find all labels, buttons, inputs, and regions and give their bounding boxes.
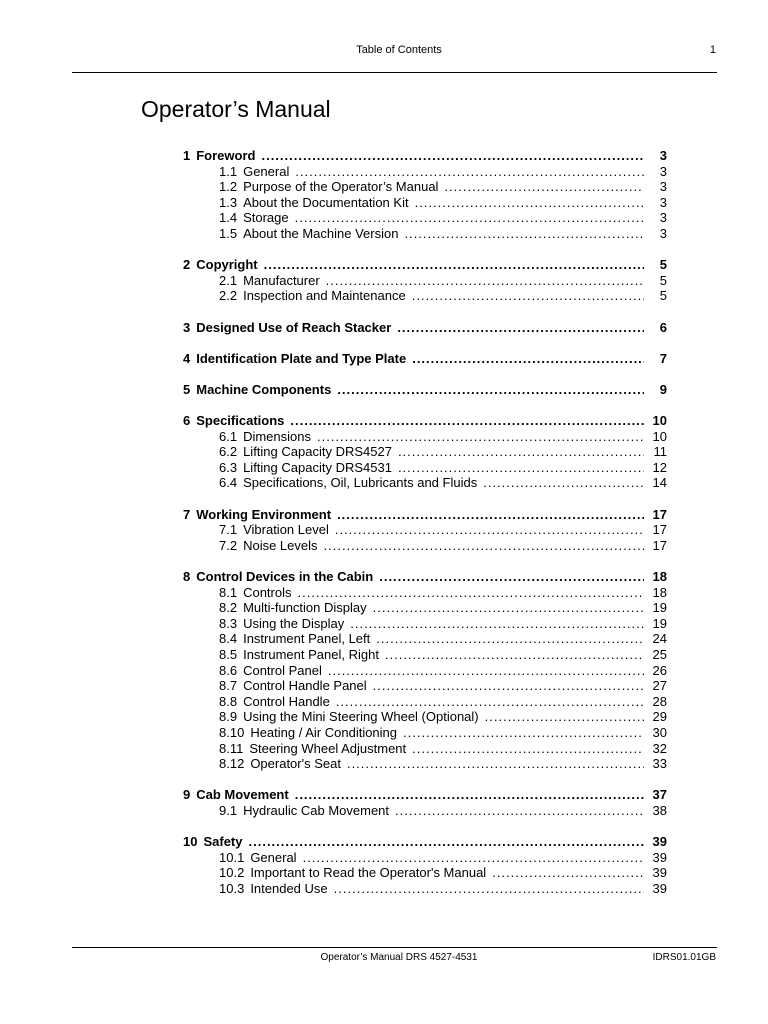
toc-entry-page: 3 — [659, 163, 667, 179]
toc-section-entry[interactable] — [183, 647, 667, 663]
toc-section-entry[interactable] — [183, 538, 667, 554]
toc-entry-title: Foreword — [196, 148, 256, 163]
toc-entry-number: 2.1 — [219, 272, 238, 288]
toc-entry-page: 3 — [659, 210, 667, 226]
toc-entry-title: Using the Mini Steering Wheel (Optional) — [243, 709, 479, 725]
toc-section-entry[interactable] — [183, 678, 667, 694]
table-of-contents — [183, 148, 667, 912]
toc-entry-title: Instrument Panel, Right — [243, 647, 379, 662]
toc-entry-number: 8.12 — [219, 756, 245, 772]
toc-entry-title: Multi-function Display — [243, 600, 367, 616]
toc-chapter-entry[interactable] — [183, 413, 667, 429]
toc-entry-number: 1.4 — [219, 210, 238, 226]
toc-entry-page: 27 — [652, 678, 667, 694]
toc-entry-title: Machine Components — [196, 381, 332, 397]
toc-entry-title: Safety — [203, 834, 243, 850]
toc-entry-number: 10.2 — [219, 865, 245, 881]
toc-entry-number: 6 — [183, 413, 191, 429]
toc-entry-title: Storage — [243, 210, 289, 226]
toc-entry-page: 7 — [659, 350, 667, 366]
toc-entry-number: 10 — [183, 834, 198, 850]
toc-section-entry[interactable] — [183, 725, 667, 741]
toc-entry-page: 17 — [652, 522, 667, 538]
toc-entry-page: 5 — [659, 288, 667, 304]
toc-entry-number: 5 — [183, 381, 191, 397]
toc-section-entry[interactable] — [183, 694, 667, 710]
toc-chapter-entry[interactable] — [183, 507, 667, 523]
toc-entry-title: Specifications, Oil, Lubricants and Fluids — [243, 475, 478, 491]
toc-entry-page: 6 — [659, 319, 667, 335]
toc-entry-title: Intended Use — [250, 880, 328, 896]
toc-entry-page: 3 — [659, 225, 667, 241]
toc-dot-leader — [376, 631, 644, 647]
toc-dot-leader — [337, 507, 644, 523]
toc-entry-title: General — [250, 849, 297, 865]
toc-dot-leader — [395, 803, 644, 819]
toc-entry-number: 10.3 — [219, 880, 245, 896]
toc-entry-page: 11 — [653, 444, 667, 460]
toc-dot-leader — [347, 756, 644, 772]
toc-entry-title: Noise Levels — [243, 537, 318, 553]
toc-dot-leader — [350, 616, 644, 632]
toc-entry-page: 3 — [659, 148, 667, 163]
toc-entry-title: About the Documentation Kit — [243, 194, 409, 210]
footer-document-code: IDRS01.01GB — [652, 952, 716, 963]
toc-entry-title: Control Panel — [243, 662, 322, 678]
toc-entry-page: 14 — [652, 475, 667, 491]
toc-entry-title: Control Handle Panel — [243, 678, 367, 694]
toc-dot-leader — [412, 351, 644, 367]
toc-entry-title: Using the Display — [243, 615, 345, 631]
toc-section-entry[interactable] — [183, 522, 667, 538]
toc-section-entry[interactable] — [183, 663, 667, 679]
toc-chapter-entry[interactable] — [183, 320, 667, 336]
toc-entry-page: 10 — [652, 428, 667, 444]
toc-section-entry[interactable] — [183, 195, 667, 211]
toc-chapter-group — [183, 413, 667, 491]
toc-section-entry[interactable] — [183, 429, 667, 445]
toc-section-entry[interactable] — [183, 756, 667, 772]
toc-chapter-entry[interactable] — [183, 834, 667, 850]
toc-entry-page: 25 — [652, 647, 667, 662]
toc-dot-leader — [398, 444, 644, 460]
toc-entry-page: 38 — [652, 802, 667, 818]
toc-dot-leader — [337, 382, 644, 398]
toc-dot-leader — [326, 273, 644, 289]
toc-entry-number: 6.2 — [219, 444, 238, 460]
toc-entry-page: 39 — [652, 880, 667, 896]
toc-entry-number: 3 — [183, 319, 191, 335]
toc-dot-leader — [485, 709, 644, 725]
toc-section-entry[interactable] — [183, 709, 667, 725]
toc-dot-leader — [379, 569, 644, 585]
toc-dot-leader — [373, 600, 644, 616]
toc-entry-title: Identification Plate and Type Plate — [196, 350, 407, 366]
toc-dot-leader — [290, 413, 644, 429]
toc-entry-number: 10.1 — [219, 849, 245, 865]
toc-entry-page: 24 — [652, 631, 667, 647]
toc-section-entry[interactable] — [183, 288, 667, 304]
toc-entry-title: Cab Movement — [196, 787, 289, 803]
toc-chapter-group — [183, 834, 667, 896]
toc-chapter-entry[interactable] — [183, 148, 667, 164]
toc-entry-title: Vibration Level — [243, 522, 329, 538]
toc-section-entry[interactable] — [183, 475, 667, 491]
toc-chapter-group — [183, 320, 667, 336]
toc-entry-page: 39 — [652, 834, 667, 850]
toc-chapter-group — [183, 787, 667, 818]
toc-section-entry[interactable] — [183, 179, 667, 195]
toc-dot-leader — [336, 694, 644, 710]
toc-entry-number: 7.1 — [219, 522, 238, 538]
toc-entry-title: Manufacturer — [243, 272, 320, 288]
toc-chapter-group — [183, 569, 667, 772]
toc-entry-number: 8.7 — [219, 678, 238, 694]
toc-entry-page: 12 — [652, 459, 667, 475]
toc-section-entry[interactable] — [183, 616, 667, 632]
toc-dot-leader — [298, 585, 645, 601]
toc-entry-page: 3 — [659, 194, 667, 210]
toc-entry-title: General — [243, 163, 290, 179]
toc-entry-number: 8.8 — [219, 693, 238, 709]
toc-entry-page: 17 — [652, 506, 667, 522]
toc-entry-page: 19 — [652, 615, 667, 631]
toc-entry-number: 8.4 — [219, 631, 238, 647]
toc-entry-number: 1.5 — [219, 225, 238, 241]
toc-dot-leader — [412, 741, 644, 757]
toc-entry-page: 33 — [652, 756, 667, 772]
toc-entry-number: 8.6 — [219, 662, 238, 678]
toc-dot-leader — [261, 148, 644, 164]
toc-entry-title: Heating / Air Conditioning — [250, 724, 398, 740]
header-divider — [72, 72, 717, 73]
toc-entry-page: 9 — [659, 381, 667, 397]
toc-entry-number: 8.1 — [219, 584, 238, 600]
toc-entry-page: 28 — [652, 693, 667, 709]
toc-entry-title: Important to Read the Operator's Manual — [250, 865, 487, 881]
toc-section-entry[interactable] — [183, 600, 667, 616]
toc-entry-title: Dimensions — [243, 428, 311, 444]
toc-dot-leader — [397, 320, 644, 336]
toc-entry-number: 1 — [183, 148, 191, 163]
toc-section-entry[interactable] — [183, 631, 667, 647]
toc-section-entry[interactable] — [183, 741, 667, 757]
toc-section-entry[interactable] — [183, 444, 667, 460]
footer-title: Operator’s Manual DRS 4527-4531 — [320, 952, 478, 963]
toc-entry-number: 8.9 — [219, 709, 238, 725]
toc-dot-leader — [295, 787, 644, 803]
toc-entry-title: Purpose of the Operator’s Manual — [243, 179, 439, 195]
toc-section-entry[interactable] — [183, 226, 667, 242]
toc-entry-page: 19 — [652, 600, 667, 616]
toc-entry-number: 9.1 — [219, 802, 238, 818]
toc-entry-title: About the Machine Version — [243, 225, 399, 241]
toc-entry-title: Hydraulic Cab Movement — [243, 802, 390, 818]
toc-entry-page: 32 — [652, 740, 667, 756]
toc-entry-title: Designed Use of Reach Stacker — [196, 319, 392, 335]
toc-entry-page: 39 — [652, 865, 667, 881]
toc-entry-number: 7.2 — [219, 537, 238, 553]
toc-entry-page: 18 — [652, 569, 667, 585]
toc-chapter-entry[interactable] — [183, 787, 667, 803]
toc-entry-title: Specifications — [196, 413, 285, 429]
toc-entry-title: Controls — [243, 584, 292, 600]
toc-entry-title: Inspection and Maintenance — [243, 288, 406, 304]
toc-entry-number: 9 — [183, 787, 191, 803]
toc-entry-page: 5 — [659, 257, 667, 273]
document-title: Operator’s Manual — [141, 96, 331, 122]
toc-dot-leader — [385, 647, 644, 663]
toc-entry-number: 1.1 — [219, 163, 238, 179]
toc-chapter-group — [183, 382, 667, 398]
toc-entry-number: 6.1 — [219, 428, 238, 444]
toc-dot-leader — [412, 288, 644, 304]
toc-entry-title: Control Handle — [243, 693, 330, 709]
toc-dot-leader — [373, 678, 644, 694]
toc-dot-leader — [303, 850, 644, 866]
toc-dot-leader — [335, 522, 644, 538]
toc-entry-title: Lifting Capacity DRS4527 — [243, 444, 392, 460]
toc-chapter-group — [183, 507, 667, 554]
toc-entry-page: 5 — [659, 272, 667, 288]
toc-entry-number: 7 — [183, 506, 191, 522]
toc-entry-number: 8.5 — [219, 647, 238, 662]
toc-dot-leader — [295, 210, 644, 226]
header-title: Table of Contents — [356, 44, 442, 56]
toc-dot-leader — [324, 538, 644, 554]
toc-section-entry[interactable] — [183, 850, 667, 866]
toc-section-entry[interactable] — [183, 164, 667, 180]
toc-entry-title: Lifting Capacity DRS4531 — [243, 459, 392, 475]
toc-entry-title: Working Environment — [196, 506, 332, 522]
toc-entry-title: Instrument Panel, Left — [243, 631, 371, 647]
toc-entry-number: 1.3 — [219, 194, 238, 210]
toc-entry-title: Copyright — [196, 257, 258, 273]
toc-entry-page: 30 — [652, 724, 667, 740]
toc-entry-page: 37 — [652, 787, 667, 803]
toc-entry-page: 3 — [659, 179, 667, 195]
toc-entry-page: 18 — [652, 584, 667, 600]
toc-entry-page: 29 — [652, 709, 667, 725]
toc-chapter-entry[interactable] — [183, 351, 667, 367]
toc-entry-number: 1.2 — [219, 179, 238, 195]
toc-entry-number: 6.4 — [219, 475, 238, 491]
toc-entry-title: Operator's Seat — [250, 756, 341, 772]
toc-section-entry[interactable] — [183, 865, 667, 881]
toc-chapter-entry[interactable] — [183, 382, 667, 398]
toc-chapter-group — [183, 257, 667, 304]
toc-section-entry[interactable] — [183, 460, 667, 476]
toc-dot-leader — [403, 725, 644, 741]
toc-entry-number: 2 — [183, 257, 191, 273]
toc-entry-page: 26 — [652, 662, 667, 678]
toc-dot-leader — [404, 226, 644, 242]
toc-chapter-group — [183, 148, 667, 242]
toc-entry-number: 4 — [183, 350, 191, 366]
header-page-number: 1 — [709, 44, 716, 56]
toc-entry-number: 8.2 — [219, 600, 238, 616]
toc-entry-number: 8.3 — [219, 615, 238, 631]
toc-dot-leader — [249, 834, 645, 850]
toc-entry-page: 17 — [652, 537, 667, 553]
toc-entry-number: 8.10 — [219, 724, 245, 740]
toc-dot-leader — [264, 257, 644, 273]
toc-dot-leader — [444, 179, 644, 195]
toc-section-entry[interactable] — [183, 210, 667, 226]
toc-section-entry[interactable] — [183, 585, 667, 601]
toc-entry-title: Steering Wheel Adjustment — [249, 740, 407, 756]
toc-entry-page: 10 — [652, 413, 667, 429]
toc-entry-number: 2.2 — [219, 288, 238, 304]
toc-dot-leader — [483, 475, 644, 491]
toc-entry-number: 6.3 — [219, 459, 238, 475]
toc-dot-leader — [492, 865, 644, 881]
toc-section-entry[interactable] — [183, 881, 667, 897]
toc-entry-number: 8 — [183, 569, 191, 585]
toc-dot-leader — [328, 663, 644, 679]
toc-chapter-entry[interactable] — [183, 569, 667, 585]
toc-chapter-group — [183, 351, 667, 367]
toc-dot-leader — [334, 881, 644, 897]
toc-entry-number: 8.11 — [219, 740, 244, 756]
toc-entry-title: Control Devices in the Cabin — [196, 569, 374, 585]
toc-section-entry[interactable] — [183, 273, 667, 289]
toc-entry-page: 39 — [652, 849, 667, 865]
toc-dot-leader — [317, 429, 644, 445]
footer-divider — [72, 947, 717, 948]
toc-section-entry[interactable] — [183, 803, 667, 819]
toc-chapter-entry[interactable] — [183, 257, 667, 273]
toc-dot-leader — [295, 164, 644, 180]
toc-dot-leader — [415, 195, 644, 211]
toc-dot-leader — [398, 460, 644, 476]
